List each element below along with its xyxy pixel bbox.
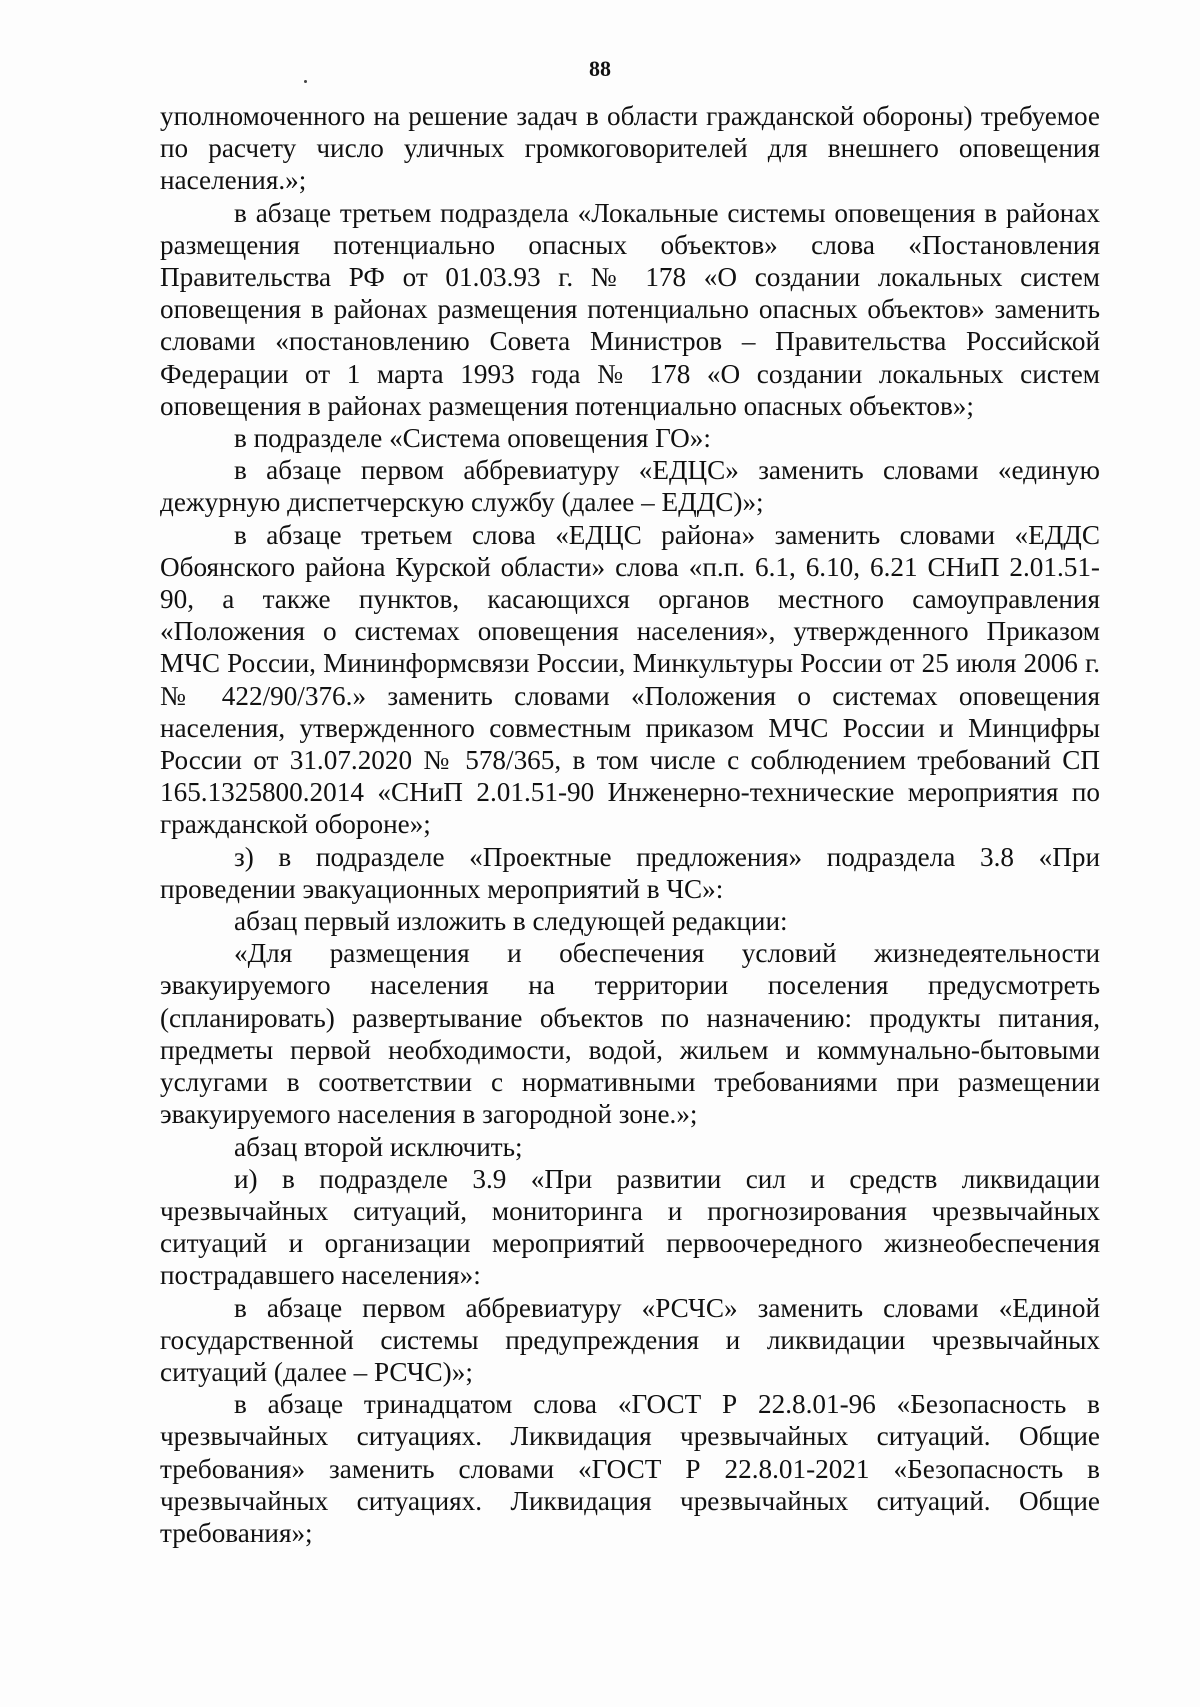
paragraph-new-wording: абзац первый изложить в следующей редакции:	[234, 906, 788, 937]
paragraph-rschs: в абзаце первом аббревиатуру «РСЧС» заменить словами «Единой государственной системы предупреждения и ликвидации чрезвычайных ситуаций (далее – РСЧС)»;	[160, 1292, 1100, 1387]
paragraph-item-z: з) в подразделе «Проектные предложения» подраздела 3.8 «При проведении эвакуационных мероприятий в ЧС»:	[160, 841, 1100, 904]
paragraph-item-i: и) в подразделе 3.9 «При развитии сил и средств ликвидации чрезвычайных ситуаций, мониторинга и прогнозирования чрезвычайных ситуаций и организации мероприятий первоочередного жизнеобеспечения пострадавшего населения»:	[160, 1163, 1100, 1291]
paragraph-evacuation-quote: «Для размещения и обеспечения условий жизнедеятельности эвакуируемого населения на территории поселения предусмотреть (спланировать) развертывание объектов по назначению: продукты питания, предметы первой необходимости, водой, жильем и коммунально-бытовыми услугами в соответствии с нормативными требованиями при размещении эвакуируемого населения в загородной зоне.»;	[160, 938, 1100, 1130]
paragraph-exclude-second: абзац второй исключить;	[234, 1131, 523, 1162]
paragraph-go-subsection: в подразделе «Система оповещения ГО»:	[234, 423, 711, 454]
paragraph-edds-abbreviation: в абзаце первом аббревиатуру «ЕДЦС» заменить словами «единую дежурную диспетчерскую службу (далее – ЕДДС)»;	[160, 455, 1100, 518]
paragraph-edds-oboyan: в абзаце третьем слова «ЕДЦС района» заменить словами «ЕДДС Обоянского района Курской области» слова «п.п. 6.1, 6.10, 6.21 СНиП 2.01.51-90, а также пунктов, касающихся органов местного самоуправления «Положения о системах оповещения населения», утвержденного Приказом МЧС России, Мининформсвязи России, Минкультуры России от 25 июля 2006 г. № 422/90/376.» заменить словами «Положения о системах оповещения населения, утвержденного совместным приказом МЧС России и Минцифры России от 31.07.2020 № 578/365, в том числе с соблюдением требований СП 165.1325800.2014 «СНиП 2.01.51-90 Инженерно-технические мероприятия по гражданской обороне»;	[160, 519, 1100, 840]
page-number: 88	[589, 56, 611, 81]
document-body	[160, 100, 1100, 1549]
paragraph-gost: в абзаце тринадцатом слова «ГОСТ Р 22.8.01-96 «Безопасность в чрезвычайных ситуациях. Ликвидация чрезвычайных ситуаций. Общие требования» заменить словами «ГОСТ Р 22.8.01-2021 «Безопасность в чрезвычайных ситуациях. Ликвидация чрезвычайных ситуаций. Общие требования»;	[160, 1389, 1100, 1548]
scan-speck	[304, 80, 307, 83]
paragraph-continuation: уполномоченного на решение задач в области гражданской обороны) требуемое по расчету число уличных громкоговорителей для внешнего оповещения населения.»;	[160, 101, 1100, 196]
paragraph-local-warning-systems: в абзаце третьем подраздела «Локальные системы оповещения в районах размещения потенциально опасных объектов» слова «Постановления Правительства РФ от 01.03.93 г. № 178 «О создании локальных систем оповещения в районах размещения потенциально опасных объектов» заменить словами «постановлению Совета Министров – Правительства Российской Федерации от 1 марта 1993 года № 178 «О создании локальных систем оповещения в районах размещения потенциально опасных объектов»;	[160, 197, 1100, 421]
